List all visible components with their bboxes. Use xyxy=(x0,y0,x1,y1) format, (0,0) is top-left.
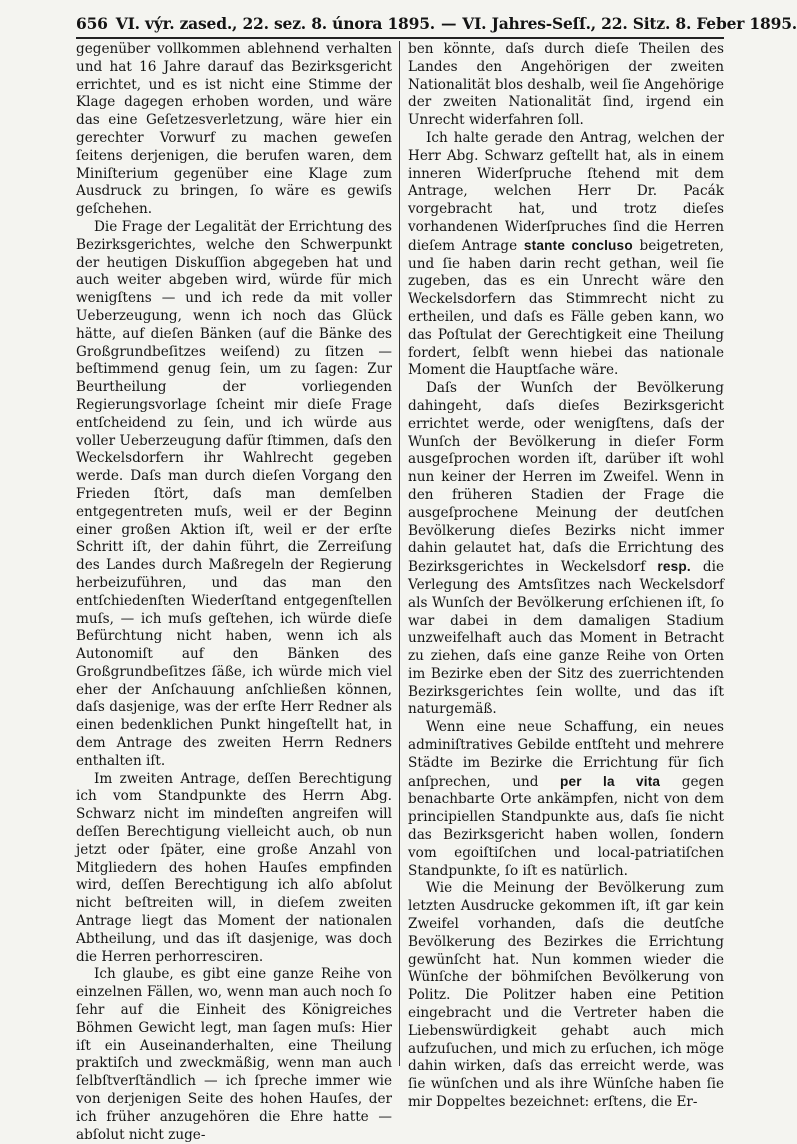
paragraph-text: die Verlegung des Amtsſitzes nach Weckelsdorf als Wunſch der Bevölkerung erſchienen iſt, ſo war dabei in dem damaligen Stadium unzweifelhaft auch das Moment in Betracht zu ziehen, daſs eine ganze Reihe von Orten im Bezirke eben der Sitz des zuerrichtenden Bezirksgerichtes ſein wollte, und das iſt naturgemäß. xyxy=(408,559,724,718)
page-number: 656 xyxy=(76,14,108,33)
paragraph: ben könnte, daſs durch dieſe Theilen des Landes den Angehörigen der zweiten Nationalität blos deshalb, weil ſie Angehörige der zweiten Nationalität ſind, irgend ein Unrecht widerfahren ſoll. xyxy=(408,41,724,129)
running-header xyxy=(76,14,797,39)
paragraph: gegenüber vollkommen ablehnend verhalten und hat 16 Jahre darauf das Bezirksgericht errichtet, und es ist nicht eine Stimme der Klage dagegen erhoben worden, und wäre das eine Geſetzesverletzung, wäre hier ein gerechter Vorwurf zu machen geweſen ſeitens derjenigen, die berufen waren, dem Miniſterium gegenüber eine Klage zum Ausdruck zu bringen, ſo wäre es gewiſs geſchehen. xyxy=(76,41,392,218)
header-dash: — xyxy=(440,14,457,33)
latin-phrase: per la vita xyxy=(560,773,661,789)
paragraph xyxy=(408,719,724,880)
header-czech: VI. výr. zased., 22. sez. 8. února 1895. xyxy=(115,14,435,33)
latin-phrase: resp. xyxy=(657,559,691,575)
paragraph-text: Daſs der Wunſch der Bevölkerung dahingeht, daſs dieſes Bezirksgericht errichtet werde, oder wenigſtens, daſs der Wunſch der Bevölkerung in dieſer Form ausgeſprochen worden iſt, darüber iſt wohl nun keiner der Herren im Zweifel. Wenn in den früheren Stadien der Frage die ausgeſprochene Meinung der deutſchen Bevölkerung dieſes Bezirks nicht immer dahin gelautet hat, daſs die Errichtung des Bezirksgerichtes in Weckelsdorf xyxy=(408,380,724,576)
paragraph xyxy=(408,130,724,380)
paragraph: Die Frage der Legalität der Errichtung des Bezirksgerichtes, welche den Schwerpunkt der heutigen Diskuſſion abgegeben hat und auch weiter abgeben wird, würde für mich wenigſtens — und ich rede da mit voller Ueberzeugung, wenn ich noch das Glück hätte, auf dieſen Bänken (auf die Bänke des Großgrundbeſitzes weiſend) zu ſitzen — beſtimmend genug ſein, um zu ſagen: Zur Beurtheilung der vorliegenden Regierungsvorlage ſcheint mir dieſe Frage entſcheidend zu ſein, und ich würde aus voller Ueberzeugung dafür ſtimmen, daſs den Weckelsdorfern ihr Wahlrecht gegeben werde. Daſs man durch dieſen Vorgang den Frieden ſtört, daſs man demſelben entgegentreten muſs, weil er der Beginn einer großen Aktion iſt, weil er der erſte Schritt iſt, der dahin führt, die Zerreiſung des Landes durch Maßregeln der Regierung herbeizuführen, und das man den entſchiedenſten Wiederſtand entgegenſtellen muſs, — ich muſs geſtehen, ich würde dieſe Befürchtung nicht haben, wenn ich als Autonomiſt auf den Bänken des Großgrundbeſitzes ſäße, ich würde mich viel eher der Anſchauung anſchließen können, daſs dasjenige, was der erſte Herr Redner als einen bedenklichen Punkt hingeſtellt hat, in dem Antrage des zweiten Herrn Redners enthalten iſt. xyxy=(76,218,392,769)
text-columns xyxy=(76,41,725,1143)
right-column xyxy=(408,41,725,1111)
paragraph: Ich glaube, es gibt eine ganze Reihe von einzelnen Fällen, wo, wenn man auch noch ſo ſehr auf die Einheit des Königreiches Böhmen Gewicht legt, man ſagen muſs: Hier iſt ein Auseinanderhalten, eine Theilung praktiſch und zweckmäßig, wenn man auch ſelbſtverſtändlich — ich ſpreche immer wie von derjenigen Seite des hohen Hauſes, der ich früher anzugehören die Ehre hatte — abſolut nicht zuge- xyxy=(76,966,392,1143)
paragraph-text: beigetreten, und ſie haben darin recht gethan, weil ſie zugeben, das es ein Unrecht wäre den Weckelsdorfern das Stimmrecht nicht zu ertheilen, und daſs es Fälle geben kann, wo das Poſtulat der Gerechtigkeit eine Theilung fordert, ſelbſt wenn hiebei das nationale Moment die Hauptſache wäre. xyxy=(408,237,724,379)
paragraph xyxy=(408,380,724,719)
paragraph-text: gegen benachbarte Orte ankämpfen, nicht von dem principiellen Standpunkte aus, daſs ſie nicht das Bezirksgericht haben wollen, ſondern vom egoiſtiſchen und local-patriatiſchen Standpunkte, ſo iſt es natürlich. xyxy=(408,773,725,879)
paragraph-text: Wenn eine neue Schaffung, ein neues adminiſtratives Gebilde entſteht und mehrere Städte im Bezirke die Errichtung für ſich anſprechen, und xyxy=(408,719,724,790)
paragraph: Im zweiten Antrage, deſſen Berechtigung ich vom Standpunkte des Herrn Abg. Schwarz nicht im mindeſten angreifen will deſſen Berechtigung vielleicht auch, ob nun jetzt oder ſpäter, eine große Anzahl von Mitgliedern des hohen Hauſes empfinden wird, deſſen Berechtigung ich alſo abſolut nicht beſtreiten will, in dieſem zweiten Antrage liegt das Moment der nationalen Abtheilung, und das iſt dasjenige, was doch die Herren perhorresciren. xyxy=(76,770,392,965)
paragraph: Wie die Meinung der Bevölkerung zum letzten Ausdrucke gekommen iſt, iſt gar kein Zweifel vorhanden, daſs die deutſche Bevölkerung des Bezirkes die Errichtung gewünſcht hat. Nun kommen wieder die Wünſche der böhmiſchen Bevölkerung von Politz. Die Politzer haben eine Petition eingebracht und die Vertreter haben die Liebenswürdigkeit gehabt auch mich aufzuſuchen, und mich zu erſuchen, ich möge dahin wirken, daſs das erreicht werde, was ſie wünſchen und als ihre Wünſche haben ſie mir Doppeltes bezeichnet: erſtens, die Er- xyxy=(408,880,724,1111)
left-column xyxy=(76,41,392,1143)
column-rule xyxy=(392,41,408,1076)
header-german: VI. Jahres-Seſſ., 22. Sitz. 8. Feber 1895. xyxy=(462,14,797,33)
paragraph-text: Ich halte gerade den Antrag, welchen der Herr Abg. Schwarz geſtellt hat, als in einem inneren Widerſpruche ſtehend mit dem Antrage, welchen Herr Dr. Pacák vorgebracht hat, und trotz dieſes vorhandenen Widerſpruches ſind die Herren dieſem Antrage xyxy=(408,129,724,254)
latin-phrase: stante concluso xyxy=(523,237,633,253)
